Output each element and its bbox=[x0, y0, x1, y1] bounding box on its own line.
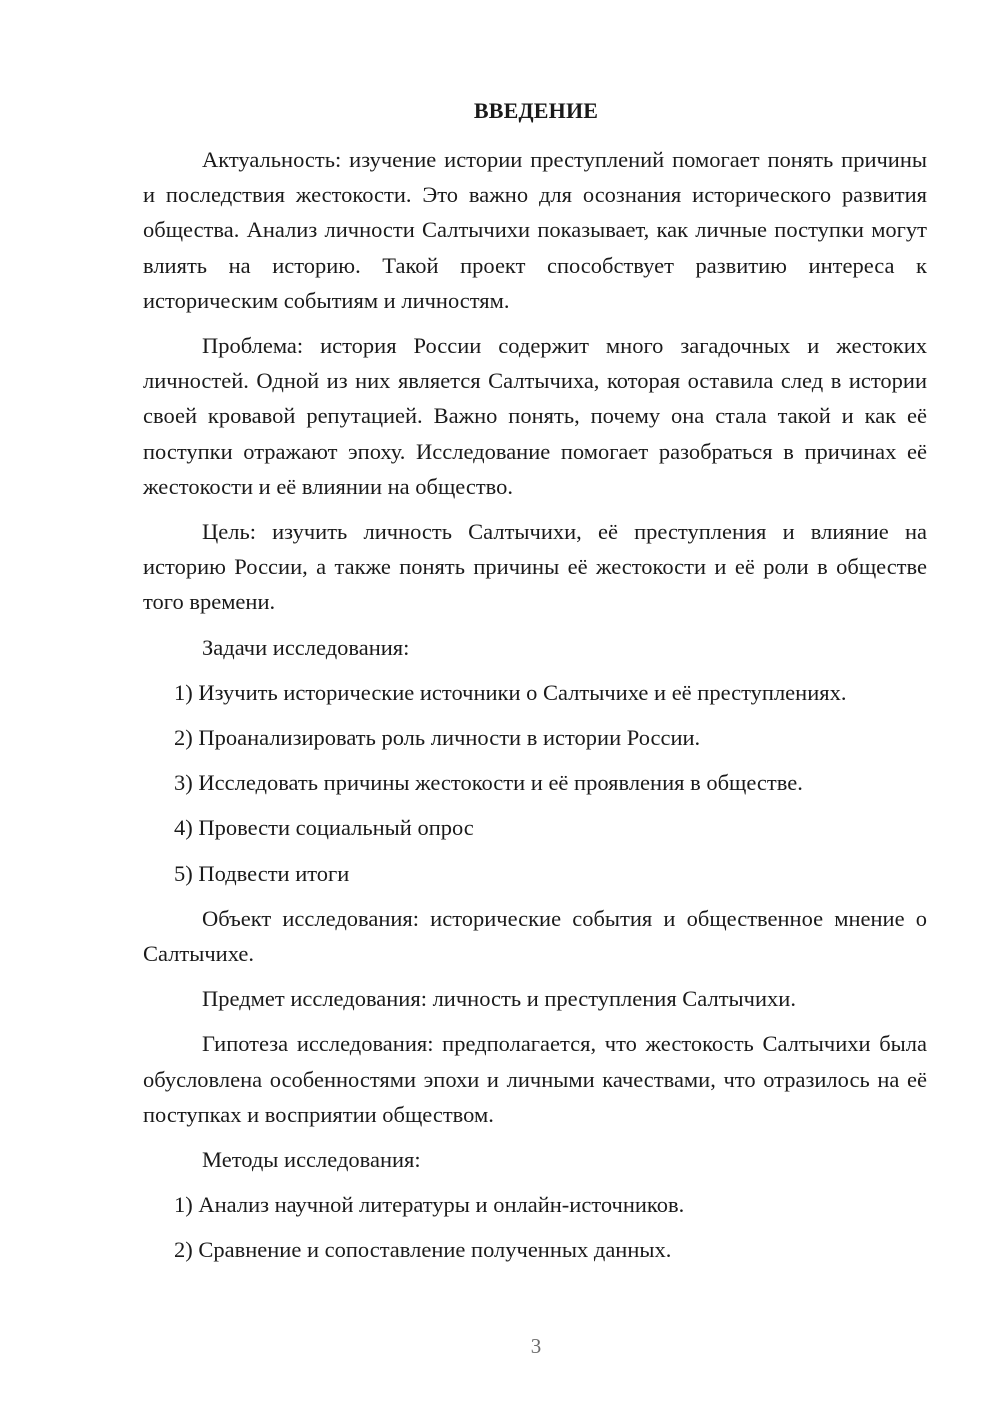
page-number: 3 bbox=[530, 1334, 542, 1358]
task-item: 2) Проанализировать роль личности в истории России. bbox=[174, 725, 701, 751]
task-item: 1) Изучить исторические источники о Салтычихе и её преступлениях. bbox=[174, 679, 847, 705]
object-paragraph: Объект исследования: исторические события и общественное мнение о Салтычихе. bbox=[143, 905, 927, 967]
method-item: 2) Сравнение и сопоставление полученных данных. bbox=[174, 1237, 672, 1263]
section-heading: ВВЕДЕНИЕ bbox=[473, 98, 599, 123]
hypothesis-paragraph: Гипотеза исследования: предполагается, что жестокость Салтычихи была обусловлена особенностями эпохи и личными качествами, что отразилось на её поступках и восприятии обществом. bbox=[143, 1031, 927, 1127]
body-text bbox=[143, 142, 927, 1278]
goal-paragraph: Цель: изучить личность Салтычихи, её преступления и влияние на историю России, а также понять причины её жестокости и её роли в обществе того времени. bbox=[143, 519, 927, 615]
task-item: 3) Исследовать причины жестокости и её проявления в обществе. bbox=[174, 770, 803, 796]
task-item: 5) Подвести итоги bbox=[174, 860, 350, 886]
problem-paragraph: Проблема: история России содержит много загадочных и жестоких личностей. Одной из них является Салтычиха, которая оставила след в истории своей кровавой репутацией. Важно понять, почему она стала такой и как её поступки отражают эпоху. Исследование помогает разобраться в причинах её жестокости и её влиянии на общество. bbox=[143, 333, 927, 499]
tasks-title: Задачи исследования: bbox=[202, 634, 410, 660]
method-item: 1) Анализ научной литературы и онлайн-источников. bbox=[174, 1192, 685, 1218]
task-item: 4) Провести социальный опрос bbox=[174, 815, 474, 841]
actuality-paragraph: Актуальность: изучение истории преступлений помогает понять причины и последствия жестокости. Это важно для осознания исторического развития общества. Анализ личности Салтычихи показывает, как личные поступки могут влиять на историю. Такой проект способствует развитию интереса к историческим событиям и личностям. bbox=[143, 147, 927, 313]
methods-title: Методы исследования: bbox=[202, 1147, 421, 1173]
subject-paragraph: Предмет исследования: личность и преступления Салтычихи. bbox=[202, 986, 796, 1012]
